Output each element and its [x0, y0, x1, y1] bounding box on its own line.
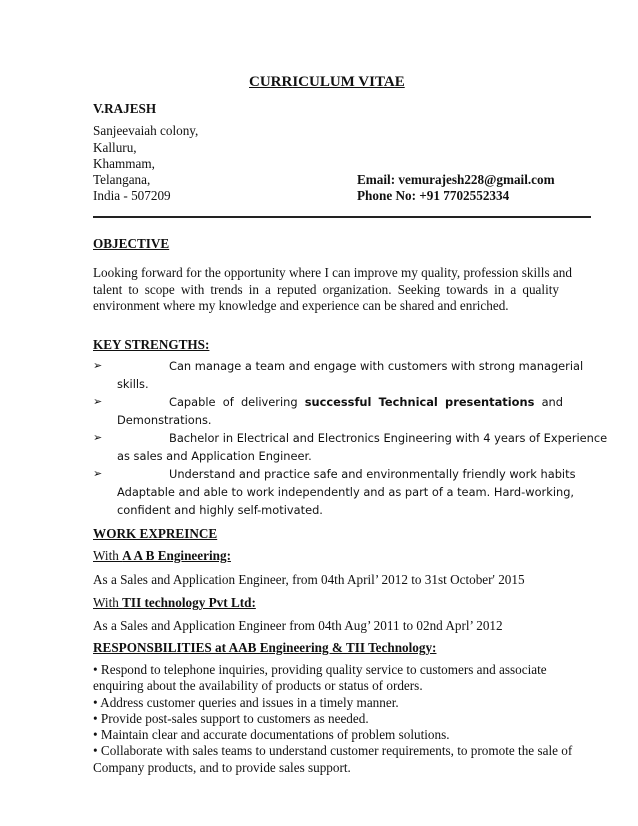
address-line: Khammam,: [93, 156, 155, 171]
strength-item-line: Understand and practice safe and environmentally friendly work habits: [169, 467, 576, 481]
strength-word: of: [222, 395, 234, 409]
strength-item-line: confident and highly self-motivated.: [117, 503, 323, 517]
company-name: A A B Engineering:: [122, 548, 231, 563]
objective-line: talent to scope with trends in a reputed organization. Seeking towards in a quality: [93, 282, 559, 297]
strength-word: presentations: [445, 395, 535, 409]
responsibility-line: Company products, and to provide sales support.: [93, 760, 351, 775]
email: [357, 172, 555, 188]
responsibility-line: • Maintain clear and accurate documentations of problem solutions.: [93, 727, 450, 742]
email-label: Email: [357, 172, 391, 187]
strengths-heading: KEY STRENGTHS:: [93, 337, 210, 352]
candidate-name: V.RAJESH: [93, 101, 157, 116]
responsibility-line: enquiring about the availability of products or status of orders.: [93, 678, 423, 693]
arrow-bullet-icon: ➢: [93, 467, 103, 480]
objective-line: Looking forward for the opportunity where I can improve my quality, profession skills and: [93, 265, 572, 280]
responsibility-line: • Respond to telephone inquiries, providing quality service to customers and associate: [93, 662, 547, 677]
arrow-bullet-icon: ➢: [93, 359, 103, 372]
work-heading: WORK EXPREINCE: [93, 526, 218, 541]
strength-item-line: Demonstrations.: [117, 413, 212, 427]
address-line: Sanjeevaiah colony,: [93, 123, 199, 138]
strength-item-line: as sales and Application Engineer.: [117, 449, 312, 463]
strength-word: and: [541, 395, 563, 409]
strength-item-line: skills.: [117, 377, 149, 391]
strength-item-line: [169, 395, 563, 409]
address-line: Telangana,: [93, 172, 151, 187]
strength-item-line: Bachelor in Electrical and Electronics Engineering with 4 years of Experience: [169, 431, 608, 445]
header-divider: [93, 216, 591, 218]
strength-word: Technical: [378, 395, 438, 409]
strength-item-line: Can manage a team and engage with customers with strong managerial: [169, 359, 584, 373]
strength-word: successful: [304, 395, 372, 409]
with-label: With: [93, 548, 123, 563]
job-description: As a Sales and Application Engineer from 04th Aug’ 2011 to 02nd Aprl’ 2012: [93, 618, 503, 633]
strength-item-line: Adaptable and able to work independently and as part of a team. Hard-working,: [117, 485, 575, 499]
email-value[interactable]: : vemurajesh228@gmail.com: [390, 172, 555, 187]
responsibility-line: • Provide post-sales support to customers as needed.: [93, 711, 369, 726]
responsibility-line: • Collaborate with sales teams to understand customer requirements, to promote the sale of: [93, 743, 573, 758]
phone: Phone No: +91 7702552334: [357, 188, 510, 203]
responsibilities-heading: RESPONSBILITIES at AAB Engineering & TII Technology:: [93, 640, 437, 655]
objective-heading: OBJECTIVE: [93, 236, 170, 251]
job-employer: [93, 595, 256, 611]
arrow-bullet-icon: ➢: [93, 431, 103, 444]
arrow-bullet-icon: ➢: [93, 395, 103, 408]
strength-word: Capable: [169, 395, 216, 409]
job-employer: [93, 548, 231, 564]
strength-word: delivering: [240, 395, 298, 409]
document-title: CURRICULUM VITAE: [249, 74, 405, 90]
with-label: With: [93, 595, 123, 610]
responsibility-line: • Address customer queries and issues in a timely manner.: [93, 695, 399, 710]
job-description: As a Sales and Application Engineer, from 04th April’ 2012 to 31st October' 2015: [93, 572, 525, 587]
address-line: India - 507209: [93, 188, 171, 203]
objective-line: environment where my knowledge and experience can be shared and enriched.: [93, 298, 509, 313]
address-line: Kalluru,: [93, 140, 137, 155]
company-name: TII technology Pvt Ltd:: [122, 595, 256, 610]
